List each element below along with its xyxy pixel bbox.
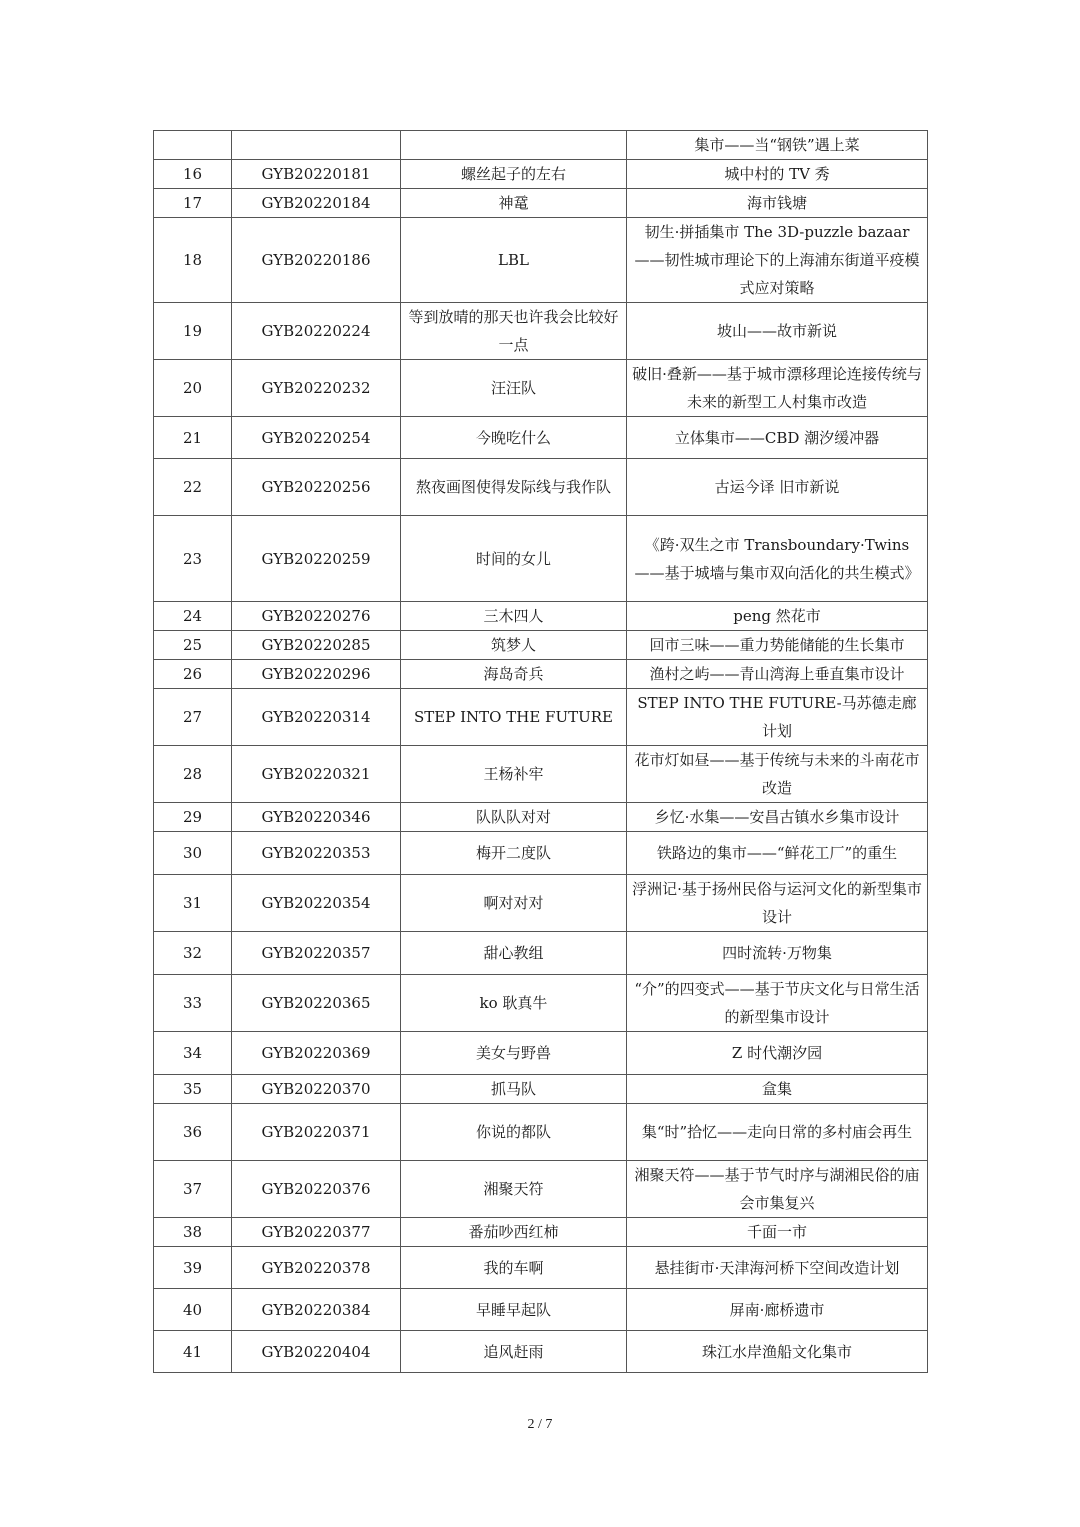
entry-team-name: 海岛奇兵 xyxy=(401,660,627,689)
table-row xyxy=(154,975,928,1032)
entry-number: 31 xyxy=(154,875,232,932)
entry-code: GYB20220276 xyxy=(232,602,401,631)
entry-work-title: 花市灯如昼——基于传统与未来的斗南花市改造 xyxy=(627,746,928,803)
entry-work-title: 铁路边的集市——“鲜花工厂”的重生 xyxy=(627,832,928,875)
entry-code xyxy=(232,131,401,160)
entry-code: GYB20220370 xyxy=(232,1075,401,1104)
table-row xyxy=(154,602,928,631)
entry-code: GYB20220371 xyxy=(232,1104,401,1161)
entry-work-title: 韧生·拼插集市 The 3D-puzzle bazaar ——韧性城市理论下的上海浦东街道平疫模式应对策略 xyxy=(627,218,928,303)
entry-team-name: 早睡早起队 xyxy=(401,1289,627,1331)
entry-work-title: 海市钱塘 xyxy=(627,189,928,218)
entry-work-title: 《跨·双生之市 Transboundary·Twins ——基于城墙与集市双向活化的共生模式》 xyxy=(627,516,928,602)
entry-number: 38 xyxy=(154,1218,232,1247)
entry-number: 30 xyxy=(154,832,232,875)
entry-code: GYB20220232 xyxy=(232,360,401,417)
entry-number: 20 xyxy=(154,360,232,417)
entry-code: GYB20220377 xyxy=(232,1218,401,1247)
entry-work-title: 回市三味——重力势能储能的生长集市 xyxy=(627,631,928,660)
entry-team-name: 啊对对对 xyxy=(401,875,627,932)
entry-number: 40 xyxy=(154,1289,232,1331)
table-row xyxy=(154,1218,928,1247)
table-row xyxy=(154,832,928,875)
entry-number: 25 xyxy=(154,631,232,660)
entry-work-title: 集市——当“钢铁”遇上菜 xyxy=(627,131,928,160)
entry-work-title: peng 然花市 xyxy=(627,602,928,631)
table-row xyxy=(154,189,928,218)
entry-team-name: 筑梦人 xyxy=(401,631,627,660)
entry-team-name: ko 耿真牛 xyxy=(401,975,627,1032)
page-number: 2 / 7 xyxy=(527,1417,553,1432)
entry-number: 19 xyxy=(154,303,232,360)
entry-code: GYB20220186 xyxy=(232,218,401,303)
entry-work-title: 立体集市——CBD 潮汐缓冲器 xyxy=(627,417,928,459)
entry-work-title: 城中村的 TV 秀 xyxy=(627,160,928,189)
table-row xyxy=(154,1075,928,1104)
entry-code: GYB20220259 xyxy=(232,516,401,602)
entry-work-title: 悬挂街市·天津海河桥下空间改造计划 xyxy=(627,1247,928,1289)
entry-code: GYB20220354 xyxy=(232,875,401,932)
entry-number: 24 xyxy=(154,602,232,631)
entry-code: GYB20220256 xyxy=(232,459,401,516)
table-row xyxy=(154,1161,928,1218)
entry-work-title: 盒集 xyxy=(627,1075,928,1104)
entry-team-name: 三木四人 xyxy=(401,602,627,631)
entry-code: GYB20220376 xyxy=(232,1161,401,1218)
entry-work-title: Z 时代潮汐园 xyxy=(627,1032,928,1075)
table-row xyxy=(154,218,928,303)
entry-code: GYB20220285 xyxy=(232,631,401,660)
entry-team-name: STEP INTO THE FUTURE xyxy=(401,689,627,746)
table-row xyxy=(154,689,928,746)
entry-work-title: 集“时”拾忆——走向日常的多村庙会再生 xyxy=(627,1104,928,1161)
table-row xyxy=(154,516,928,602)
entry-number: 39 xyxy=(154,1247,232,1289)
entry-code: GYB20220384 xyxy=(232,1289,401,1331)
entry-team-name: 甜心教组 xyxy=(401,932,627,975)
table-row xyxy=(154,660,928,689)
entry-number: 28 xyxy=(154,746,232,803)
entry-team-name: 今晚吃什么 xyxy=(401,417,627,459)
entry-code: GYB20220254 xyxy=(232,417,401,459)
entry-work-title: STEP INTO THE FUTURE-马苏德走廊计划 xyxy=(627,689,928,746)
entry-work-title: 四时流转·万物集 xyxy=(627,932,928,975)
entry-team-name: 梅开二度队 xyxy=(401,832,627,875)
entry-team-name: 你说的都队 xyxy=(401,1104,627,1161)
entry-number xyxy=(154,131,232,160)
entry-work-title: 千面一市 xyxy=(627,1218,928,1247)
entry-number: 32 xyxy=(154,932,232,975)
entry-code: GYB20220181 xyxy=(232,160,401,189)
entry-work-title: 古运今译 旧市新说 xyxy=(627,459,928,516)
entry-number: 21 xyxy=(154,417,232,459)
entries-table xyxy=(153,130,928,1373)
entry-team-name: 汪汪队 xyxy=(401,360,627,417)
entry-team-name: 追风赶雨 xyxy=(401,1331,627,1373)
entry-code: GYB20220353 xyxy=(232,832,401,875)
table-row xyxy=(154,746,928,803)
entry-team-name: 神鼋 xyxy=(401,189,627,218)
table-row xyxy=(154,875,928,932)
entry-team-name: 时间的女儿 xyxy=(401,516,627,602)
table-row xyxy=(154,1289,928,1331)
table-row xyxy=(154,160,928,189)
table-row xyxy=(154,1032,928,1075)
entry-team-name: 我的车啊 xyxy=(401,1247,627,1289)
entry-work-title: 坡山——故市新说 xyxy=(627,303,928,360)
entry-team-name: LBL xyxy=(401,218,627,303)
entry-work-title: 破旧·叠新——基于城市漂移理论连接传统与未来的新型工人村集市改造 xyxy=(627,360,928,417)
entry-team-name: 抓马队 xyxy=(401,1075,627,1104)
table-row xyxy=(154,459,928,516)
table-row xyxy=(154,631,928,660)
table-row xyxy=(154,417,928,459)
entry-number: 17 xyxy=(154,189,232,218)
entry-code: GYB20220404 xyxy=(232,1331,401,1373)
entries-table-body xyxy=(154,131,928,1373)
entry-number: 36 xyxy=(154,1104,232,1161)
entry-code: GYB20220346 xyxy=(232,803,401,832)
table-row xyxy=(154,360,928,417)
entry-team-name: 熬夜画图使得发际线与我作队 xyxy=(401,459,627,516)
entry-team-name: 番茄吵西红柿 xyxy=(401,1218,627,1247)
table-row xyxy=(154,803,928,832)
entry-work-title: 湘聚天符——基于节气时序与湖湘民俗的庙会市集复兴 xyxy=(627,1161,928,1218)
entry-code: GYB20220321 xyxy=(232,746,401,803)
entry-work-title: 屏南·廊桥遗市 xyxy=(627,1289,928,1331)
entry-number: 35 xyxy=(154,1075,232,1104)
entry-work-title: 浮洲记·基于扬州民俗与运河文化的新型集市设计 xyxy=(627,875,928,932)
entry-code: GYB20220224 xyxy=(232,303,401,360)
entry-code: GYB20220365 xyxy=(232,975,401,1032)
entry-team-name: 美女与野兽 xyxy=(401,1032,627,1075)
entry-number: 18 xyxy=(154,218,232,303)
table-row xyxy=(154,1247,928,1289)
table-row xyxy=(154,303,928,360)
entry-number: 16 xyxy=(154,160,232,189)
entry-code: GYB20220378 xyxy=(232,1247,401,1289)
table-row xyxy=(154,131,928,160)
entry-number: 37 xyxy=(154,1161,232,1218)
table-row xyxy=(154,932,928,975)
entry-code: GYB20220314 xyxy=(232,689,401,746)
entry-team-name: 王杨补牢 xyxy=(401,746,627,803)
entry-team-name: 队队队对对 xyxy=(401,803,627,832)
entry-team-name xyxy=(401,131,627,160)
entry-team-name: 等到放晴的那天也许我会比较好一点 xyxy=(401,303,627,360)
entry-code: GYB20220296 xyxy=(232,660,401,689)
entry-number: 41 xyxy=(154,1331,232,1373)
entry-number: 26 xyxy=(154,660,232,689)
entry-number: 23 xyxy=(154,516,232,602)
entry-number: 27 xyxy=(154,689,232,746)
entry-code: GYB20220357 xyxy=(232,932,401,975)
entry-code: GYB20220369 xyxy=(232,1032,401,1075)
table-row xyxy=(154,1104,928,1161)
entry-team-name: 螺丝起子的左右 xyxy=(401,160,627,189)
entry-number: 34 xyxy=(154,1032,232,1075)
entry-number: 29 xyxy=(154,803,232,832)
entry-team-name: 湘聚天符 xyxy=(401,1161,627,1218)
entry-work-title: 珠江水岸渔船文化集市 xyxy=(627,1331,928,1373)
entry-number: 22 xyxy=(154,459,232,516)
entry-work-title: “介”的四变式——基于节庆文化与日常生活的新型集市设计 xyxy=(627,975,928,1032)
entry-number: 33 xyxy=(154,975,232,1032)
entry-work-title: 渔村之屿——青山湾海上垂直集市设计 xyxy=(627,660,928,689)
table-row xyxy=(154,1331,928,1373)
entry-code: GYB20220184 xyxy=(232,189,401,218)
entry-work-title: 乡忆·水集——安昌古镇水乡集市设计 xyxy=(627,803,928,832)
